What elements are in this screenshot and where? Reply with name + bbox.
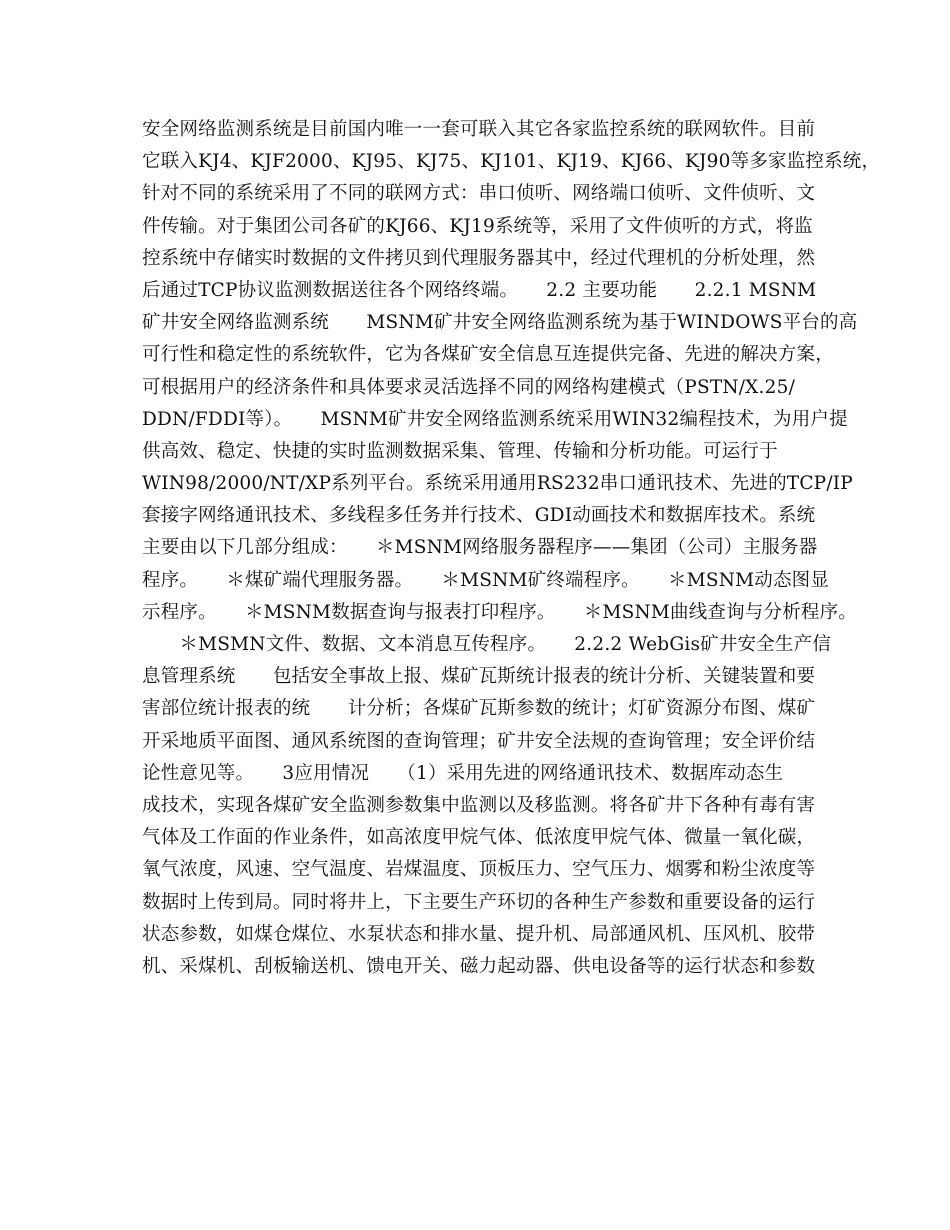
text-line: 控系统中存储实时数据的文件拷贝到代理服务器其中，经过代理机的分析处理，然 <box>142 247 816 269</box>
text-line: 它联入KJ4、KJF2000、KJ95、KJ75、KJ101、KJ19、KJ66、KJ90等多家监控系统， <box>142 151 881 173</box>
text-line: 后通过TCP协议监测数据送往各个网络终端。 2.2 主要功能 2.2.1 MSNM <box>142 279 817 301</box>
text-line: 论性意见等。 3应用情况 （1）采用先进的网络通讯技术、数据库动态生 <box>142 762 784 784</box>
text-line: WIN98/2000/NT/XP系列平台。系统采用通用RS232串口通讯技术、先进的TCP/IP <box>142 473 853 495</box>
text-line: 件传输。对于集团公司各矿的KJ66、KJ19系统等，采用了文件侦听的方式，将监 <box>142 215 813 237</box>
text-line: 针对不同的系统采用了不同的联网方式：串口侦听、网络端口侦听、文件侦听、文 <box>142 183 816 205</box>
text-line: 示程序。 ＊MSNM数据查询与报表打印程序。 ＊MSNM曲线查询与分析程序。 <box>142 601 857 623</box>
text-line: DDN/FDDI等）。 MSNM矿井安全网络监测系统采用WIN32编程技术，为用户提 <box>142 408 848 430</box>
text-line: 套接字网络通讯技术、多线程多任务并行技术、GDI动画技术和数据库技术。系统 <box>142 505 816 527</box>
text-line: 氧气浓度，风速、空气温度、岩煤温度、顶板压力、空气压力、烟雾和粉尘浓度等 <box>142 859 816 881</box>
text-line: 矿井安全网络监测系统 MSNM矿井安全网络监测系统为基于WINDOWS平台的高 <box>142 312 858 334</box>
text-line: 供高效、稳定、快捷的实时监测数据采集、管理、传输和分析功能。可运行于 <box>142 440 778 462</box>
text-line: 息管理系统 包括安全事故上报、煤矿瓦斯统计报表的统计分析、关键装置和要 <box>142 666 816 688</box>
text-line: 害部位统计报表的统 计分析；各煤矿瓦斯参数的统计；灯矿资源分布图、煤矿 <box>142 698 816 720</box>
text-line: ＊MSMN文件、数据、文本消息互传程序。 2.2.2 WebGis矿井安全生产信 <box>142 634 832 655</box>
text-line: 开采地质平面图、通风系统图的查询管理；矿井安全法规的查询管理；安全评价结 <box>142 730 816 752</box>
text-line: 可根据用户的经济条件和具体要求灵活选择不同的网络构建模式（PSTN/X.25/ <box>142 376 796 398</box>
text-line: 气体及工作面的作业条件，如高浓度甲烷气体、低浓度甲烷气体、微量一氧化碳， <box>142 827 816 849</box>
text-line: 状态参数，如煤仓煤位、水泵状态和排水量、提升机、局部通风机、压风机、胶带 <box>142 923 816 945</box>
text-line: 程序。 ＊煤矿端代理服务器。 ＊MSNM矿终端程序。 ＊MSNM动态图显 <box>142 569 830 591</box>
text-line: 主要由以下几部分组成： ＊MSNM网络服务器程序——集团（公司）主服务器 <box>142 537 818 559</box>
text-line: 机、采煤机、刮板输送机、馈电开关、磁力起动器、供电设备等的运行状态和参数 <box>142 955 816 977</box>
text-line: 数据时上传到局。同时将井上，下主要生产环切的各种生产参数和重要设备的运行 <box>142 891 816 913</box>
body-text <box>142 114 881 983</box>
text-line: 安全网络监测系统是目前国内唯一一套可联入其它各家监控系统的联网软件。目前 <box>142 119 816 140</box>
text-line: 可行性和稳定性的系统软件，它为各煤矿安全信息互连提供完备、先进的解决方案， <box>142 344 834 366</box>
text-line: 成技术，实现各煤矿安全监测参数集中监测以及移监测。将各矿井下各种有毒有害 <box>142 794 816 816</box>
